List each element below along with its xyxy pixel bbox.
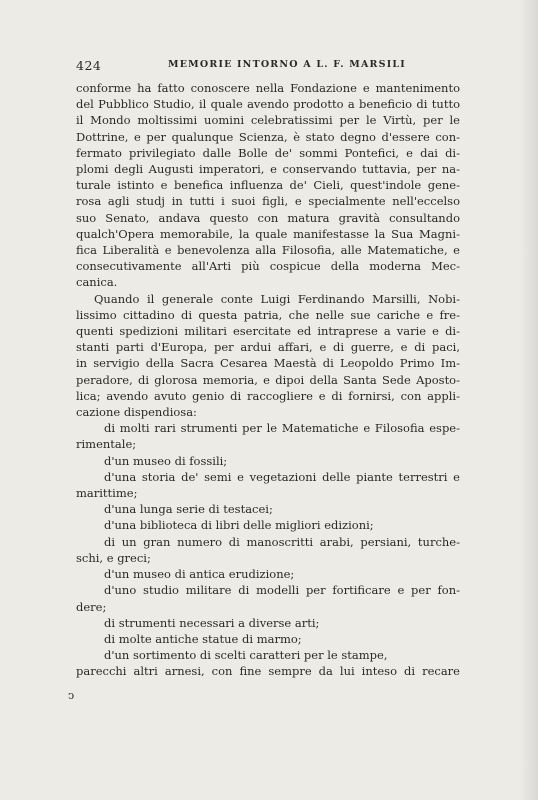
- text-line: d'un museo di fossili;: [104, 453, 228, 468]
- text-line: turale istinto e benefica influenza de' Cieli, quest'indole gene-: [76, 178, 460, 193]
- text-line: parecchi altri arnesi, con fine sempre da lui inteso di recare: [76, 664, 460, 679]
- text-line: il Mondo moltissimi uomini celebratissimi per le Virtù, per le: [76, 113, 460, 128]
- text-line: d'una lunga serie di testacei;: [104, 502, 273, 517]
- text-line: d'uno studio militare di modelli per fortificare e per fon-: [104, 583, 460, 598]
- text-line: schi, e greci;: [76, 550, 151, 565]
- text-line: consecutivamente all'Arti più cospicue della moderna Mec-: [76, 259, 460, 274]
- text-line: d'un museo di antica erudizione;: [104, 567, 295, 582]
- text-line: peradore, di glorosa memoria, e dipoi della Santa Sede Aposto-: [76, 372, 460, 387]
- page-header: [76, 58, 460, 72]
- text-line: lica; avendo avuto genio di raccogliere e di fornirsi, con appli-: [76, 388, 460, 403]
- text-line: Dottrine, e per qualunque Scienza, è stato degno d'essere con-: [76, 129, 460, 144]
- text-line: di molte antiche statue di marmo;: [104, 631, 302, 646]
- body-text: [76, 80, 460, 680]
- text-line: in servigio della Sacra Cesarea Maestà di Leopoldo Primo Im-: [76, 356, 460, 371]
- text-line: lissimo cittadino di questa patria, che nelle sue cariche e fre-: [76, 307, 460, 322]
- text-line: canica.: [76, 275, 118, 290]
- running-title: MEMORIE INTORNO A L. F. MARSILI: [168, 59, 406, 70]
- text-line: marittime;: [76, 486, 138, 501]
- text-line: quenti spedizioni militari esercitate ed intraprese a varie e di-: [76, 324, 460, 339]
- text-line: di strumenti necessari a diverse arti;: [104, 615, 320, 630]
- text-line: plomi degli Augusti imperatori, e conservando tuttavia, per na-: [76, 162, 460, 177]
- text-line: d'una biblioteca di libri delle migliori edizioni;: [104, 518, 374, 533]
- text-line: suo Senato, andava questo con matura gravità consultando: [76, 210, 460, 225]
- text-line: d'un sortimento di scelti caratteri per le stampe,: [104, 648, 388, 663]
- text-line: di molti rari strumenti per le Matematiche e Filosofia espe-: [104, 421, 460, 436]
- text-line: del Pubblico Studio, il quale avendo prodotto a beneficio di tutto: [76, 97, 460, 112]
- text-line: rimentale;: [76, 437, 137, 452]
- text-line: rosa agli studj in tutti i suoi figli, e specialmente nell'eccelso: [76, 194, 460, 209]
- text-line: stanti parti d'Europa, per ardui affari, e di guerre, e di paci,: [76, 340, 460, 355]
- text-line: di un gran numero di manoscritti arabi, persiani, turche-: [104, 534, 460, 549]
- margin-mark: ↄ: [68, 689, 75, 702]
- text-line: fermato privilegiato dalle Bolle de' sommi Pontefici, e dai di-: [76, 145, 460, 160]
- text-line: d'una storia de' semi e vegetazioni delle piante terrestri e: [104, 469, 460, 484]
- text-line: dere;: [76, 599, 107, 614]
- page-edge-shadow: [520, 0, 538, 800]
- text-line: fica Liberalità e benevolenza alla Filosofia, alle Matematiche, e: [76, 243, 460, 258]
- text-line: qualch'Opera memorabile, la quale manifestasse la Sua Magni-: [76, 226, 460, 241]
- page-number: 424: [76, 58, 102, 73]
- text-line: conforme ha fatto conoscere nella Fondazione e mantenimento: [76, 81, 460, 95]
- text-line: Quando il generale conte Luigi Ferdinando Marsilli, Nobi-: [94, 291, 460, 306]
- text-line: cazione dispendiosa:: [76, 405, 197, 420]
